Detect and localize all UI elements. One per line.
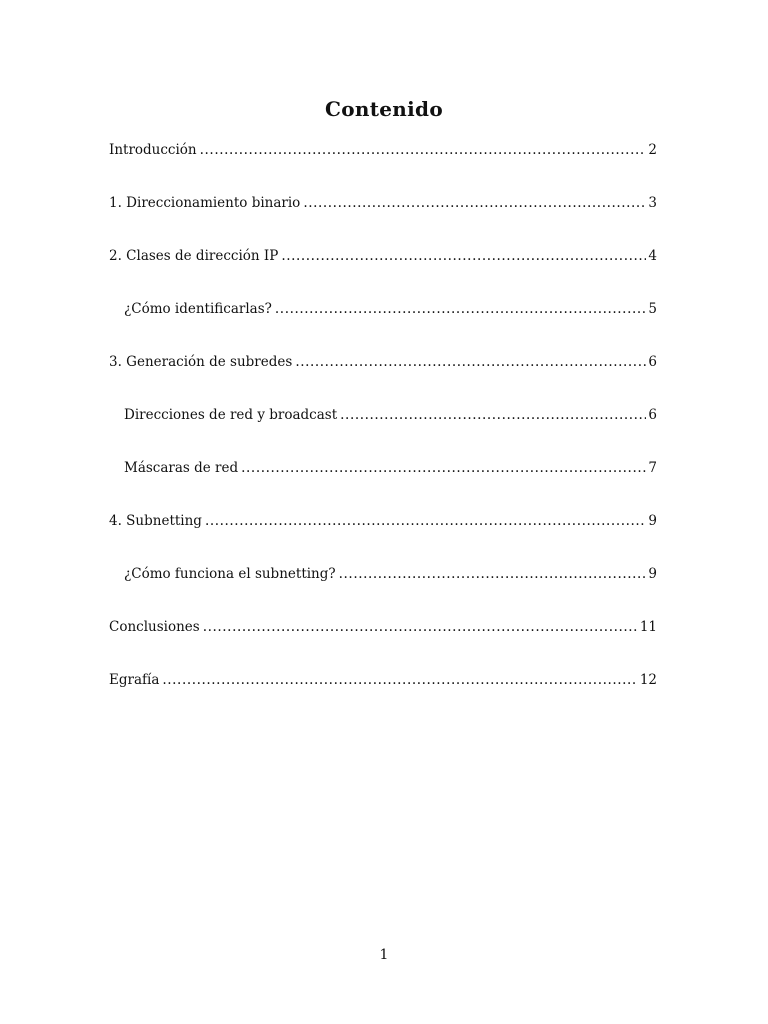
toc-leader-dots xyxy=(205,512,646,530)
toc-entry-conclusiones[interactable] xyxy=(109,618,657,671)
toc-entry-como-funciona-el-subnetting[interactable] xyxy=(109,565,657,618)
toc-leader-dots xyxy=(281,247,646,265)
toc-entry-page: 6 xyxy=(648,354,657,370)
toc-entry-page: 4 xyxy=(648,248,657,264)
toc-entry-page: 6 xyxy=(648,407,657,423)
toc-leader-dots xyxy=(340,406,646,424)
toc-entry-introduccion[interactable] xyxy=(109,141,657,194)
toc-entry-label: Introducción xyxy=(109,142,197,158)
toc-entry-generacion-de-subredes[interactable] xyxy=(109,353,657,406)
toc-entry-subnetting[interactable] xyxy=(109,512,657,565)
toc-entry-direcciones-de-red-y-broadcast[interactable] xyxy=(109,406,657,459)
toc-leader-dots xyxy=(339,565,647,583)
toc-entry-page: 2 xyxy=(648,142,657,158)
toc-entry-page: 9 xyxy=(648,566,657,582)
table-of-contents xyxy=(109,141,657,724)
toc-entry-egrafia[interactable] xyxy=(109,671,657,724)
toc-entry-label: Máscaras de red xyxy=(124,460,239,476)
toc-leader-dots xyxy=(295,353,646,371)
toc-entry-page: 12 xyxy=(639,672,657,688)
toc-leader-dots xyxy=(275,300,647,318)
toc-leader-dots xyxy=(203,618,638,636)
toc-entry-label: ¿Cómo funciona el subnetting? xyxy=(124,566,336,582)
toc-entry-label: Egrafía xyxy=(109,672,160,688)
toc-entry-mascaras-de-red[interactable] xyxy=(109,459,657,512)
toc-title: Contenido xyxy=(325,97,443,121)
toc-entry-label: 3. Generación de subredes xyxy=(109,354,293,370)
toc-entry-page: 11 xyxy=(639,619,657,635)
toc-entry-label: Direcciones de red y broadcast xyxy=(124,407,338,423)
toc-entry-page: 5 xyxy=(648,301,657,317)
toc-entry-como-identificarlas[interactable] xyxy=(109,300,657,353)
toc-leader-dots xyxy=(200,141,647,159)
page-number: 1 xyxy=(379,947,389,963)
toc-entry-page: 9 xyxy=(648,513,657,529)
toc-entry-page: 3 xyxy=(648,195,657,211)
toc-entry-label: 4. Subnetting xyxy=(109,513,202,529)
toc-entry-page: 7 xyxy=(648,460,657,476)
toc-leader-dots xyxy=(303,194,646,212)
toc-leader-dots xyxy=(162,671,637,689)
toc-entry-label: 1. Direccionamiento binario xyxy=(109,195,301,211)
toc-entry-label: Conclusiones xyxy=(109,619,200,635)
toc-leader-dots xyxy=(241,459,646,477)
toc-entry-label: ¿Cómo identificarlas? xyxy=(124,301,272,317)
toc-entry-direccionamiento-binario[interactable] xyxy=(109,194,657,247)
toc-entry-clases-de-direccion-ip[interactable] xyxy=(109,247,657,300)
toc-entry-label: 2. Clases de dirección IP xyxy=(109,248,279,264)
